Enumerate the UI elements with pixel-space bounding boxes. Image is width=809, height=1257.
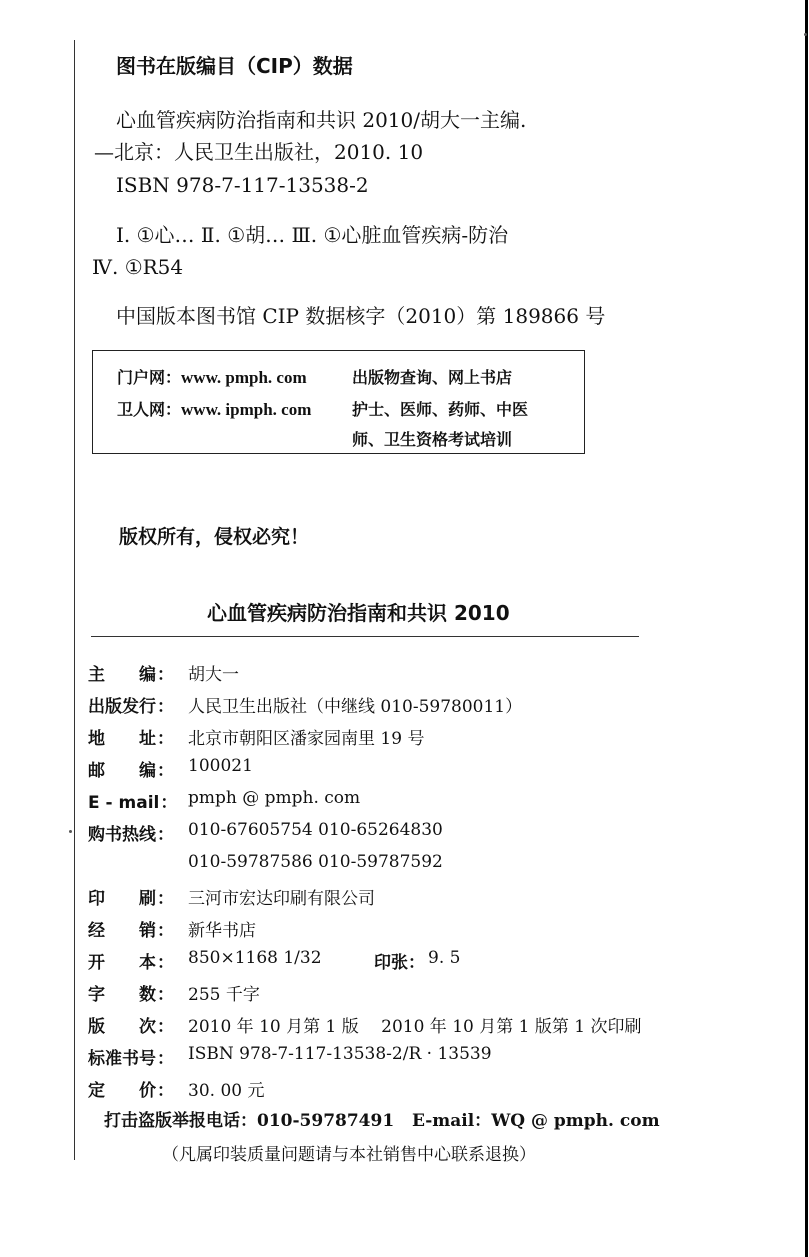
word-count-label: 字 数：: [88, 985, 174, 1005]
portal-description: 出版物查询、网上书店: [352, 368, 513, 387]
email-label: E - mail：: [88, 793, 178, 813]
book-title: 心血管疾病防治指南和共识 2010: [207, 601, 510, 625]
postcode-value: 100021: [188, 756, 253, 776]
cip-classification-line-2: Ⅳ. ①R54: [92, 255, 184, 279]
copyright-notice: 版权所有，侵权必究！: [119, 526, 310, 548]
cip-verification-line: 中国版本图书馆 CIP 数据核字（2010）第 189866 号: [116, 304, 606, 328]
word-count-value: 255 千字: [188, 985, 260, 1005]
distributor-value: 新华书店: [188, 921, 256, 941]
cip-publisher-line: —北京：人民卫生出版社，2010. 10: [94, 140, 424, 164]
sheet-count-value: 9. 5: [428, 948, 461, 968]
publisher-label: 出版发行：: [88, 697, 174, 717]
scan-speck: [69, 830, 72, 833]
address-value: 北京市朝阳区潘家园南里 19 号: [188, 729, 425, 749]
cip-classification-line: Ⅰ. ①心… Ⅱ. ①胡… Ⅲ. ①心脏血管疾病-防治: [116, 223, 509, 247]
editor-value: 胡大一: [188, 665, 239, 685]
format-value: 850×1168 1/32: [188, 948, 322, 968]
scan-speck: [804, 33, 807, 36]
isbn-label: 标准书号：: [88, 1049, 174, 1069]
format-label: 开 本：: [88, 953, 174, 973]
cip-isbn-line: ISBN 978-7-117-13538-2: [116, 173, 369, 197]
editor-label: 主 编：: [88, 665, 174, 685]
hotline-value: 010-67605754 010-65264830: [188, 820, 443, 840]
postcode-label: 邮 编：: [88, 761, 174, 781]
publisher-value: 人民卫生出版社（中继线 010-59780011）: [188, 697, 523, 717]
portal-label: 门户网：: [117, 368, 182, 387]
hotline-value-2: 010-59787586 010-59787592: [188, 852, 443, 872]
title-divider: [91, 636, 639, 637]
health-description-line1: 护士、医师、药师、中医: [352, 400, 529, 419]
piracy-report-line: [104, 1106, 660, 1131]
health-description-line2: 师、卫生资格考试培训: [352, 430, 513, 449]
sheet-count-label: 印张：: [374, 953, 425, 973]
portal-url[interactable]: www. pmph. com: [181, 368, 307, 387]
left-margin-rule: [74, 40, 75, 1160]
address-label: 地 址：: [88, 729, 174, 749]
edition-value: 2010 年 10 月第 1 版 2010 年 10 月第 1 版第 1 次印刷: [188, 1017, 642, 1037]
distributor-label: 经 销：: [88, 921, 174, 941]
email-value[interactable]: pmph @ pmph. com: [188, 788, 361, 808]
cip-heading: 图书在版编目（CIP）数据: [116, 54, 353, 78]
health-url[interactable]: www. ipmph. com: [181, 400, 312, 419]
cip-title-line: 心血管疾病防治指南和共识 2010/胡大一主编.: [116, 108, 527, 132]
printer-label: 印 刷：: [88, 889, 174, 909]
hotline-label: 购书热线：: [88, 825, 174, 845]
isbn-value: ISBN 978-7-117-13538-2/R · 13539: [188, 1044, 492, 1064]
piracy-report-label: 打击盗版举报电话：: [104, 1111, 257, 1131]
edition-label: 版 次：: [88, 1017, 174, 1037]
piracy-report-phone: 010-59787491: [257, 1111, 395, 1131]
health-site-row: [117, 397, 311, 420]
price-value: 30. 00 元: [188, 1081, 265, 1101]
piracy-report-email-label: E-mail：: [411, 1111, 492, 1131]
printer-value: 三河市宏达印刷有限公司: [188, 889, 375, 909]
portal-site-row: [117, 365, 307, 388]
health-label: 卫人网：: [117, 400, 182, 419]
exchange-note: （凡属印装质量问题请与本社销售中心联系退换）: [162, 1145, 536, 1165]
price-label: 定 价：: [88, 1081, 174, 1101]
piracy-report-email[interactable]: WQ @ pmph. com: [491, 1111, 660, 1131]
page-edge: [805, 0, 808, 1257]
